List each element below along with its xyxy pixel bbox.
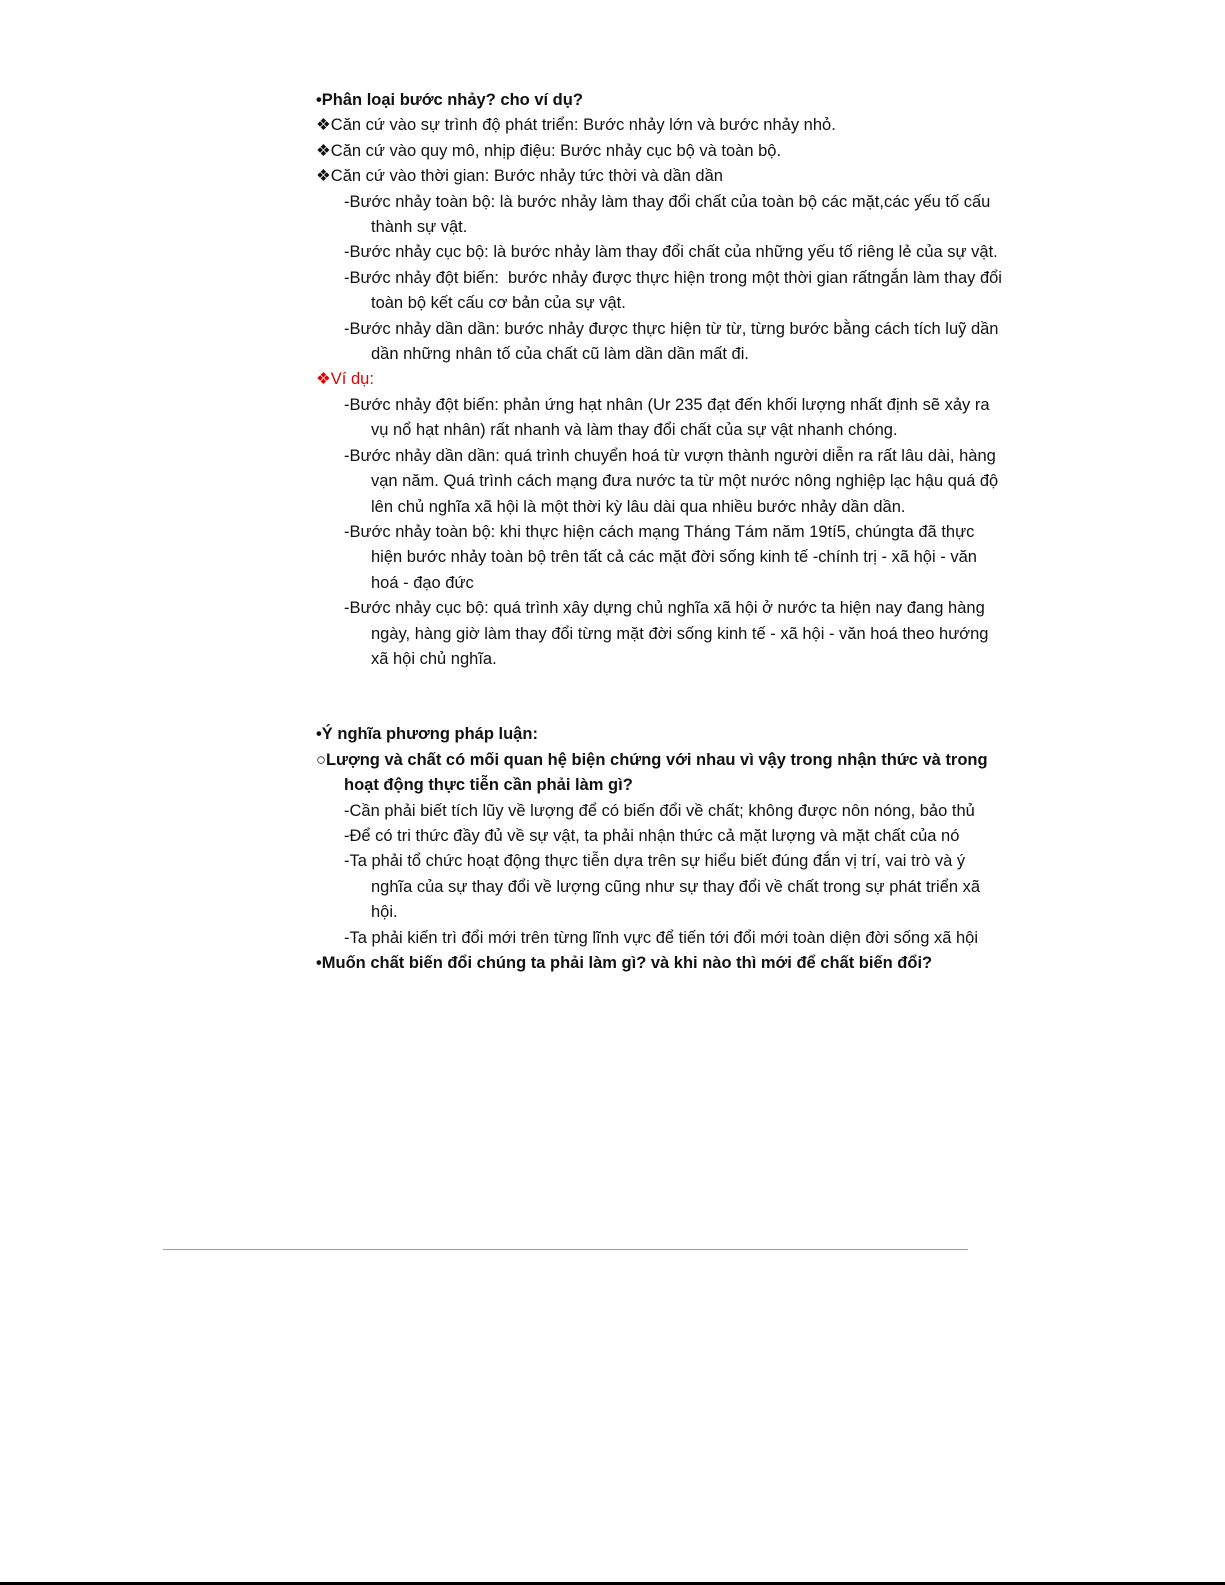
example-item xyxy=(316,596,1006,672)
final-question: •Muốn chất biến đổi chúng ta phải làm gì? và khi nào thì mới để chất biến đổi? xyxy=(316,954,933,972)
answer-item xyxy=(316,849,1006,925)
section-spacer xyxy=(316,672,1006,722)
definition-text: -Bước nhảy dần dần: bước nhảy được thực hiện từ từ, từng bước bằng cách tích luỹ dần dần những nhân tố của chất cũ làm dần dần mất đi. xyxy=(344,319,1004,364)
answer-text: -Để có tri thức đầy đủ về sự vật, ta phải nhận thức cả mặt lượng và mặt chất của nó xyxy=(344,826,960,845)
definition-text: -Bước nhảy đột biến: bước nhảy được thực hiện trong một thời gian rấtngắn làm thay đổi toàn bộ kết cấu cơ bản của sự vật. xyxy=(344,268,1007,313)
answer-text: -Ta phải kiến trì đổi mới trên từng lĩnh vực để tiến tới đổi mới toàn diện đời sống xã hội xyxy=(344,928,979,947)
definition-item xyxy=(316,317,1006,368)
definition-text: -Bước nhảy toàn bộ: là bước nhảy làm thay đổi chất của toàn bộ các mặt,các yếu tố cấu thành sự vật. xyxy=(344,192,995,237)
answer-item xyxy=(316,799,1006,824)
example-text: -Bước nhảy toàn bộ: khi thực hiện cách mạng Tháng Tám năm 19tí5, chúngta đã thực hiện bước nhảy toàn bộ trên tất cả các mặt đời sống kinh tế -chính trị - xã hội - văn hoá - đạo đức xyxy=(344,522,982,592)
example-item xyxy=(316,393,1006,444)
document-content xyxy=(316,88,1006,976)
page-divider xyxy=(163,1249,968,1250)
answer-item xyxy=(316,824,1006,849)
example-text: -Bước nhảy dần dần: quá trình chuyển hoá từ vượn thành người diễn ra rất lâu dài, hàng vạn năm. Quá trình cách mạng đưa nước ta từ một nước nông nghiệp lạc hậu quá độ lên chủ nghĩa xã hội là một thời kỳ lâu dài qua nhiều bước nhảy dần dần. xyxy=(344,446,1003,516)
example-text: -Bước nhảy đột biến: phản ứng hạt nhân (Ur 235 đạt đến khối lượng nhất định sẽ xảy ra vụ nổ hạt nhân) rất nhanh và làm thay đổi chất của sự vật nhanh chóng. xyxy=(344,395,995,440)
section2-title: •Ý nghĩa phương pháp luận: xyxy=(316,725,538,744)
answer-text: -Ta phải tổ chức hoạt động thực tiễn dựa trên sự hiểu biết đúng đắn vị trí, vai trò và ý nghĩa của sự thay đổi về lượng cũng như sự thay đổi về chất trong sự phát triển xã hội. xyxy=(344,852,985,922)
answer-text: -Cần phải biết tích lũy về lượng để có biến đổi về chất; không được nôn nóng, bảo thủ xyxy=(344,801,975,820)
example-item xyxy=(316,520,1006,596)
definition-item xyxy=(316,240,1006,265)
example-heading: ❖Ví dụ: xyxy=(316,370,374,389)
definition-item xyxy=(316,266,1006,317)
example-text: -Bước nhảy cục bộ: quá trình xây dựng chủ nghĩa xã hội ở nước ta hiện nay đang hàng ngày, hàng giờ làm thay đổi từng mặt đời sống kinh tế - xã hội - văn hoá theo hướng xã hội chủ nghĩa. xyxy=(344,599,994,668)
criterion-item: ❖Căn cứ vào sự trình độ phát triển: Bước nhảy lớn và bước nhảy nhỏ. xyxy=(316,116,836,135)
criterion-item: ❖Căn cứ vào thời gian: Bước nhảy tức thời và dần dần xyxy=(316,167,723,186)
definition-item xyxy=(316,190,1006,241)
example-item xyxy=(316,444,1006,520)
definition-text: -Bước nhảy cục bộ: là bước nhảy làm thay đổi chất của những yếu tố riêng lẻ của sự vật. xyxy=(344,243,998,262)
section1-title: •Phân loại bước nhảy? cho ví dụ? xyxy=(316,91,583,109)
answer-item xyxy=(316,926,1006,951)
methodology-question: ○Lượng và chất có mối quan hệ biện chứng với nhau vì vậy trong nhận thức và trong hoạt động thực tiễn cần phải làm gì? xyxy=(316,750,993,795)
criterion-item: ❖Căn cứ vào quy mô, nhịp điệu: Bước nhảy cục bộ và toàn bộ. xyxy=(316,141,782,160)
